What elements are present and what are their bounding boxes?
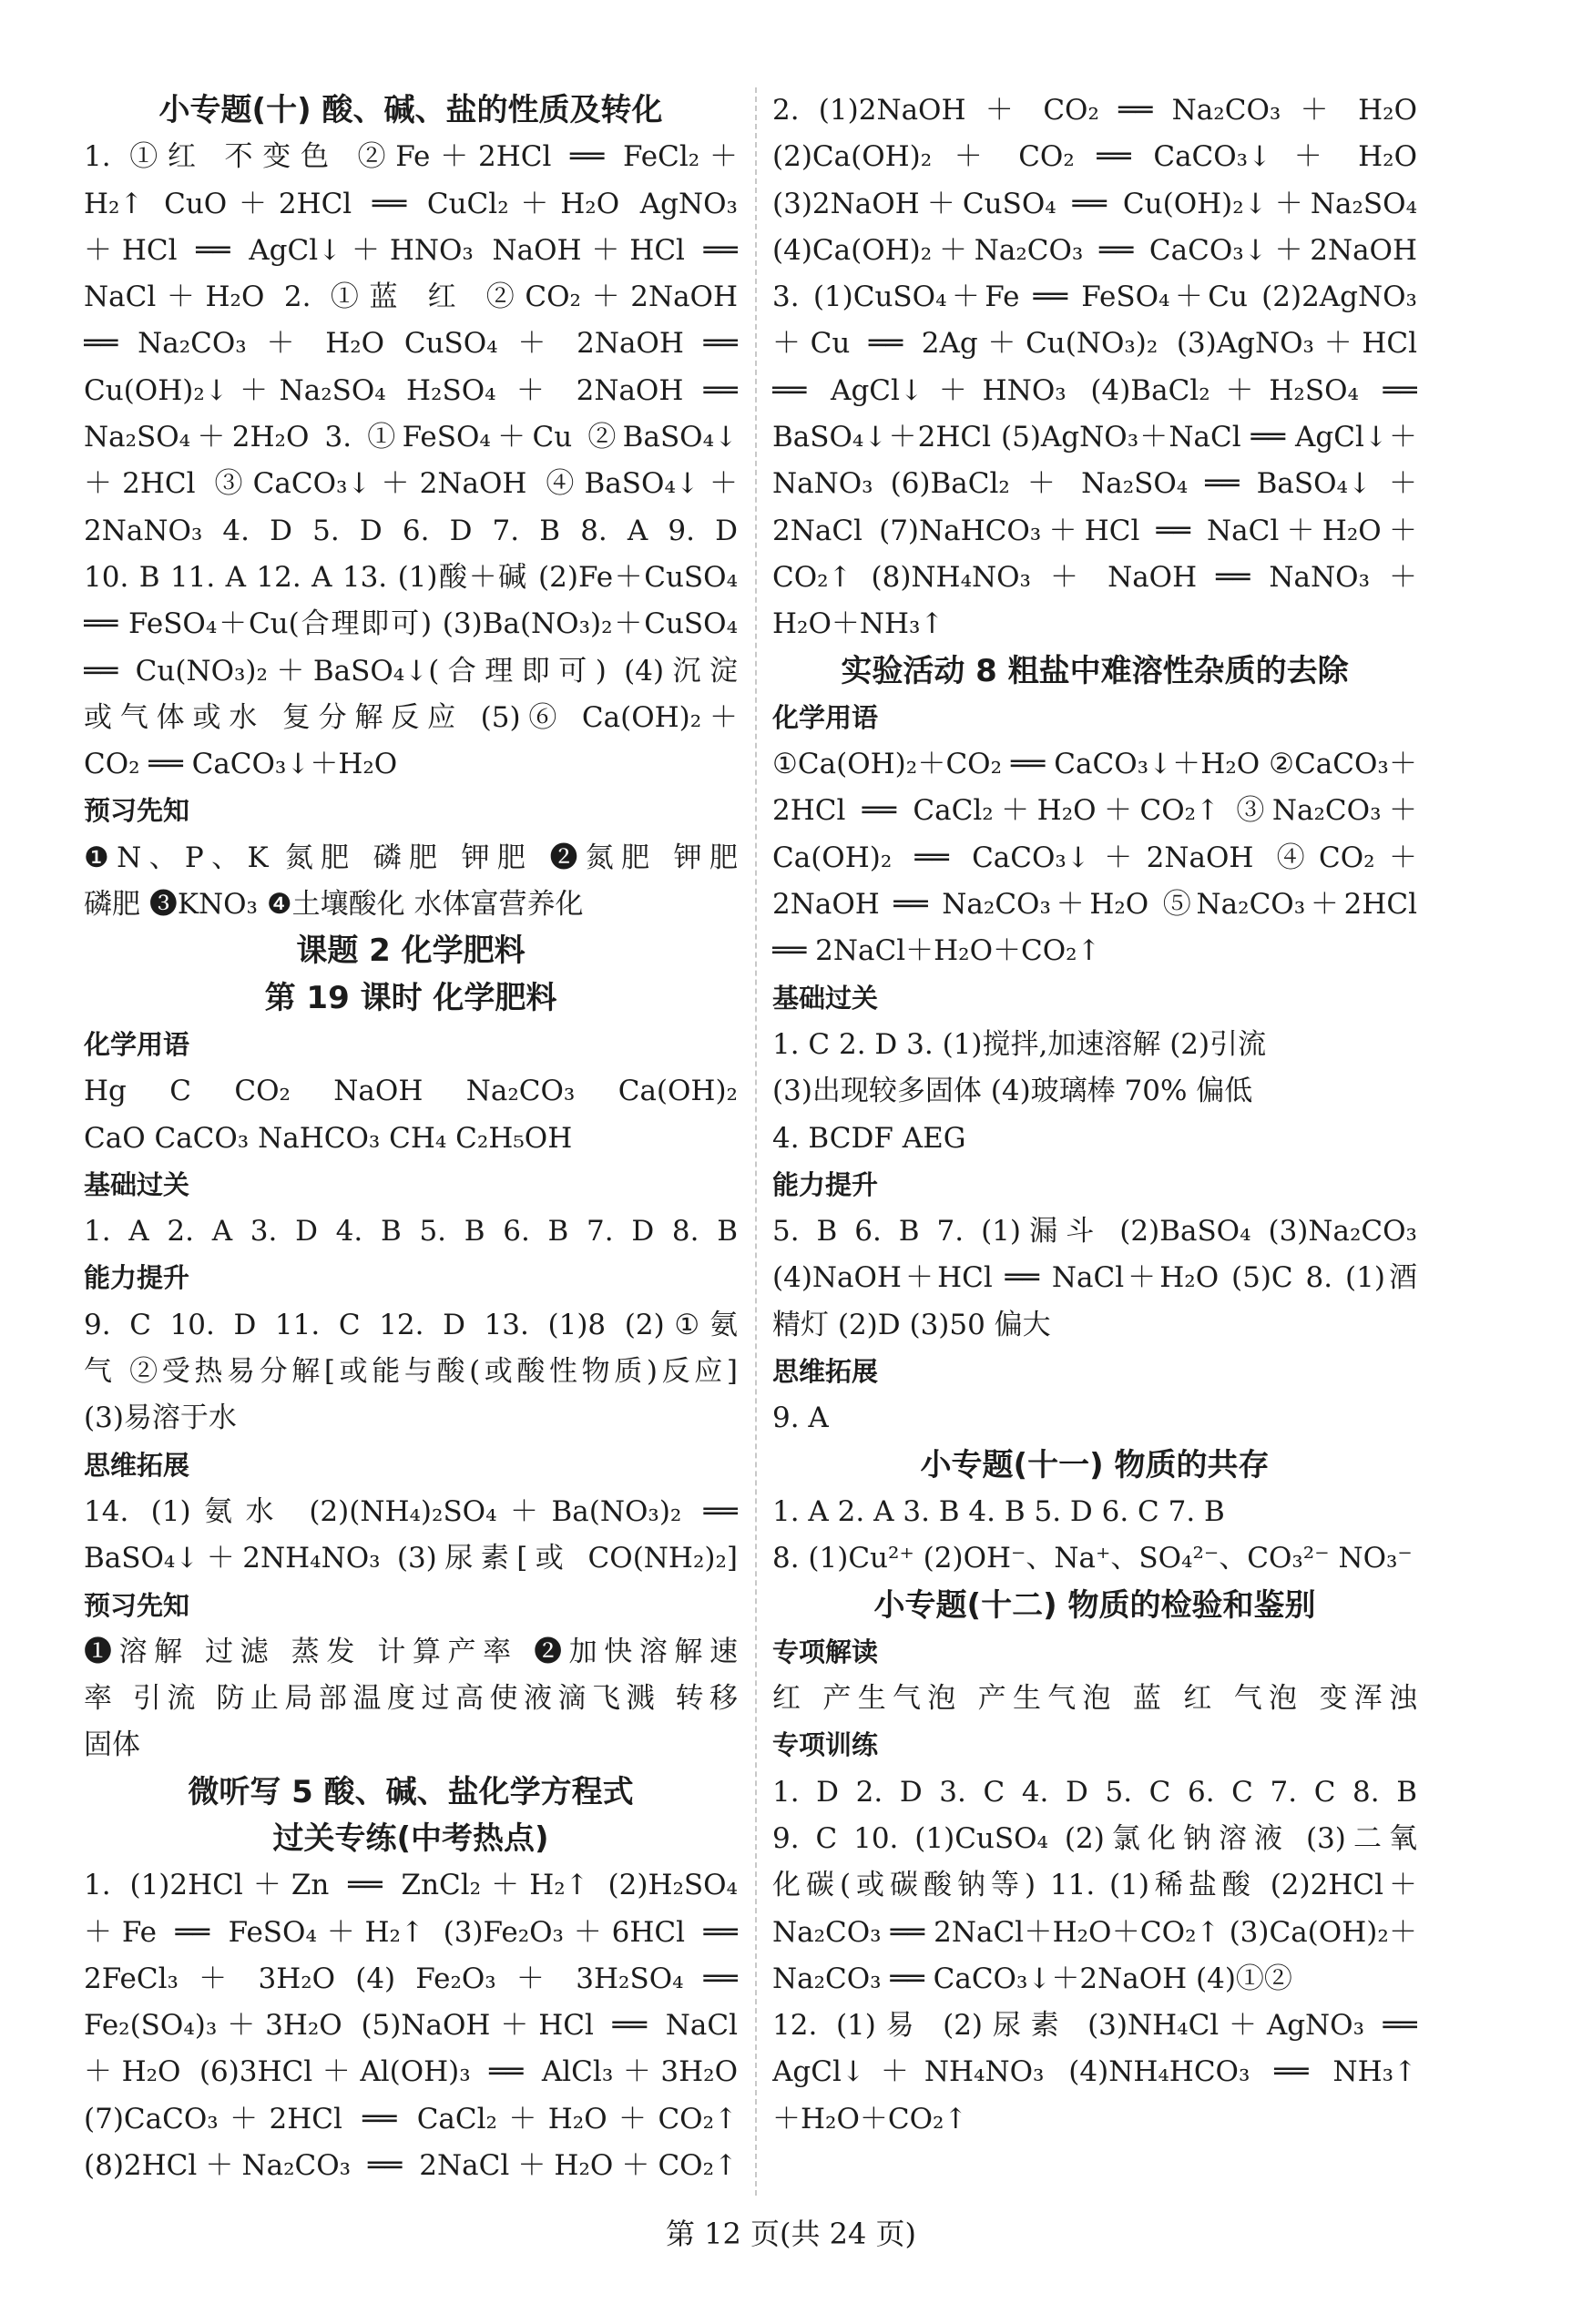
answer-line: H₂O＋NH₃↑ bbox=[772, 607, 944, 641]
answer-line: 9. A bbox=[772, 1402, 829, 1435]
answer-line: ＋H₂O＋CO₂↑ bbox=[772, 2102, 968, 2135]
right-column bbox=[772, 87, 1417, 2143]
section-heading: 基础过关 bbox=[772, 982, 879, 1014]
section-heading: 微听写 5 酸、碱、盐化学方程式 bbox=[188, 1773, 634, 1810]
section-heading: 预习先知 bbox=[84, 795, 190, 827]
answer-line: ＋Fe ══ FeSO₄＋H₂↑ (3)Fe₂O₃＋6HCl ══ bbox=[84, 1915, 738, 1949]
section-heading: 专项解读 bbox=[772, 1636, 879, 1667]
answer-line: (8)2HCl＋Na₂CO₃ ══ 2NaCl＋H₂O＋CO₂↑ bbox=[84, 2149, 738, 2183]
answer-line: 2NaCl (7)NaHCO₃＋HCl ══ NaCl＋H₂O＋ bbox=[772, 514, 1417, 547]
answer-line: H₂↑ CuO＋2HCl ══ CuCl₂＋H₂O AgNO₃ bbox=[84, 187, 738, 220]
answer-line: NaNO₃ (6)BaCl₂ ＋ Na₂SO₄ ══ BaSO₄↓ ＋ bbox=[772, 467, 1417, 501]
answer-line: 2NaOH ══ Na₂CO₃＋H₂O ⑤Na₂CO₃＋2HCl bbox=[772, 888, 1417, 922]
answer-line: 精灯 (2)D (3)50 偏大 bbox=[772, 1308, 1051, 1341]
answer-line: ＋2HCl ③CaCO₃↓＋2NaOH ④BaSO₄↓＋ bbox=[84, 467, 738, 501]
answer-line: ①Ca(OH)₂＋CO₂ ══ CaCO₃↓＋H₂O ②CaCO₃＋ bbox=[772, 748, 1417, 781]
answer-line: CO₂ ══ CaCO₃↓＋H₂O bbox=[84, 748, 398, 781]
answer-line: 红 产生气泡 产生气泡 蓝 红 气泡 变浑浊 bbox=[772, 1682, 1417, 1716]
answer-line: BaSO₄↓＋2NH₄NO₃ (3)尿素[或 CO(NH₂)₂] bbox=[84, 1542, 738, 1575]
answer-line: (4)NaOH＋HCl ══ NaCl＋H₂O (5)C 8. (1)酒 bbox=[772, 1261, 1417, 1295]
answer-line: BaSO₄↓＋2HCl (5)AgNO₃＋NaCl ══ AgCl↓＋ bbox=[772, 421, 1417, 454]
answer-line: Na₂SO₄＋2H₂O 3. ①FeSO₄＋Cu ②BaSO₄↓ bbox=[84, 421, 738, 454]
answer-line: 磷肥 ❸KNO₃ ❹土壤酸化 水体富营养化 bbox=[84, 888, 584, 922]
answer-line: AgCl↓＋NH₄NO₃ (4)NH₄HCO₃ ══ NH₃↑ bbox=[772, 2055, 1417, 2089]
answer-line: Na₂CO₃ ══ 2NaCl＋H₂O＋CO₂↑ (3)Ca(OH)₂＋ bbox=[772, 1915, 1417, 1949]
answer-line: 气 ②受热易分解[或能与酸(或酸性物质)反应] bbox=[84, 1355, 738, 1389]
answer-line: 9. C 10. D 11. C 12. D 13. (1)8 (2)①氨 bbox=[84, 1308, 738, 1341]
answer-line: ＋Cu ══ 2Ag＋Cu(NO₃)₂ (3)AgNO₃＋HCl bbox=[772, 327, 1417, 361]
answer-line: (3)2NaOH＋CuSO₄ ══ Cu(OH)₂↓＋Na₂SO₄ bbox=[772, 187, 1417, 220]
section-heading: 能力提升 bbox=[772, 1168, 879, 1200]
answer-line: (3)出现较多固体 (4)玻璃棒 70% 偏低 bbox=[772, 1075, 1253, 1108]
answer-line: Cu(OH)₂↓＋Na₂SO₄ H₂SO₄ ＋ 2NaOH ══ bbox=[84, 373, 738, 407]
answer-line: NaCl＋H₂O 2. ①蓝 红 ②CO₂＋2NaOH bbox=[84, 280, 738, 314]
answer-line: 3. (1)CuSO₄＋Fe ══ FeSO₄＋Cu (2)2AgNO₃ bbox=[772, 280, 1417, 314]
answer-line: 5. B 6. B 7. (1)漏斗 (2)BaSO₄ (3)Na₂CO₃ bbox=[772, 1215, 1417, 1249]
page-footer: 第 12 页(共 24 页) bbox=[665, 2217, 917, 2251]
answer-line: CaO CaCO₃ NaHCO₃ CH₄ C₂H₅OH bbox=[84, 1121, 573, 1155]
answer-line: (3)易溶于水 bbox=[84, 1402, 237, 1435]
column-divider bbox=[755, 87, 757, 2196]
answer-line: 固体 bbox=[84, 1728, 140, 1762]
answer-line: ❶溶解 过滤 蒸发 计算产率 ❷加快溶解速 bbox=[84, 1635, 738, 1668]
answer-line: Hg C CO₂ NaOH Na₂CO₃ Ca(OH)₂ bbox=[84, 1075, 738, 1108]
answer-line: 10. B 11. A 12. A 13. (1)酸＋碱 (2)Fe＋CuSO₄ bbox=[84, 560, 738, 594]
answer-line: (7)CaCO₃＋2HCl ══ CaCl₂＋H₂O＋CO₂↑ bbox=[84, 2102, 738, 2135]
section-heading: 思维拓展 bbox=[84, 1449, 190, 1481]
section-heading: 能力提升 bbox=[84, 1262, 190, 1294]
answer-line: 2NaNO₃ 4. D 5. D 6. D 7. B 8. A 9. D bbox=[84, 514, 738, 547]
section-heading: 小专题(十二) 物质的检验和鉴别 bbox=[873, 1586, 1316, 1624]
answer-line: (2)Ca(OH)₂ ＋ CO₂ ══ CaCO₃↓ ＋ H₂O bbox=[772, 140, 1417, 174]
section-heading: 课题 2 化学肥料 bbox=[296, 933, 526, 970]
section-heading: 化学用语 bbox=[84, 1028, 190, 1060]
section-heading: 实验活动 8 粗盐中难溶性杂质的去除 bbox=[841, 652, 1349, 689]
answer-line: ══ Cu(NO₃)₂＋BaSO₄↓(合理即可) (4)沉淀 bbox=[84, 654, 738, 688]
section-heading: 过关专练(中考热点) bbox=[272, 1819, 549, 1857]
answer-line: 或气体或水 复分解反应 (5)⑥ Ca(OH)₂＋ bbox=[84, 700, 738, 734]
answer-line: 9. C 10. (1)CuSO₄ (2)氯化钠溶液 (3)二氧 bbox=[772, 1821, 1417, 1855]
answer-line: CO₂↑ (8)NH₄NO₃ ＋ NaOH ══ NaNO₃ ＋ bbox=[772, 560, 1417, 594]
section-heading: 第 19 课时 化学肥料 bbox=[264, 979, 557, 1016]
answer-line: Na₂CO₃ ══ CaCO₃↓＋2NaOH (4)①② bbox=[772, 1962, 1292, 1995]
answer-line: Fe₂(SO₄)₃＋3H₂O (5)NaOH＋HCl ══ NaCl bbox=[84, 2009, 738, 2043]
answer-line: 2FeCl₃ ＋ 3H₂O (4) Fe₂O₃ ＋ 3H₂SO₄ ══ bbox=[84, 1962, 738, 1995]
answer-line: 1. A 2. A 3. D 4. B 5. B 6. B 7. D 8. B bbox=[84, 1215, 738, 1249]
section-heading: 基础过关 bbox=[84, 1168, 190, 1200]
answer-line: ❶N、P、K 氮肥 磷肥 钾肥 ❷氮肥 钾肥 bbox=[84, 841, 738, 874]
answer-line: 化碳(或碳酸钠等) 11. (1)稀盐酸 (2)2HCl＋ bbox=[772, 1869, 1417, 1902]
answer-line: (4)Ca(OH)₂＋Na₂CO₃ ══ CaCO₃↓＋2NaOH bbox=[772, 233, 1417, 267]
answer-line: Ca(OH)₂ ══ CaCO₃↓＋2NaOH ④CO₂＋ bbox=[772, 841, 1417, 874]
answer-line: 率 引流 防止局部温度过高使液滴飞溅 转移 bbox=[84, 1682, 738, 1716]
answer-line: 1. A 2. A 3. B 4. B 5. D 6. C 7. B bbox=[772, 1494, 1225, 1528]
answer-line: 1. D 2. D 3. C 4. D 5. C 6. C 7. C 8. B bbox=[772, 1775, 1417, 1809]
section-heading: 思维拓展 bbox=[772, 1356, 879, 1388]
section-heading: 化学用语 bbox=[772, 701, 879, 733]
left-column bbox=[84, 87, 738, 2189]
answer-line: 1. ①红 不变色 ②Fe＋2HCl ══ FeCl₂＋ bbox=[84, 140, 738, 174]
section-heading: 小专题(十一) 物质的共存 bbox=[920, 1446, 1270, 1483]
answer-line: 1. C 2. D 3. (1)搅拌,加速溶解 (2)引流 bbox=[772, 1027, 1267, 1061]
answer-line: 12. (1)易 (2)尿素 (3)NH₄Cl＋AgNO₃ ══ bbox=[772, 2009, 1417, 2043]
answer-line: 2. (1)2NaOH ＋ CO₂ ══ Na₂CO₃ ＋ H₂O bbox=[772, 94, 1417, 127]
answer-line: 1. (1)2HCl＋Zn ══ ZnCl₂＋H₂↑ (2)H₂SO₄ bbox=[84, 1869, 738, 1902]
answer-line: ══ 2NaCl＋H₂O＋CO₂↑ bbox=[772, 934, 1101, 968]
answer-line: ＋H₂O (6)3HCl＋Al(OH)₃ ══ AlCl₃＋3H₂O bbox=[84, 2055, 738, 2089]
answer-line: 2HCl ══ CaCl₂＋H₂O＋CO₂↑ ③Na₂CO₃＋ bbox=[772, 794, 1417, 828]
answer-line: ＋HCl ══ AgCl↓＋HNO₃ NaOH＋HCl ══ bbox=[84, 233, 738, 267]
answer-line: ══ FeSO₄＋Cu(合理即可) (3)Ba(NO₃)₂＋CuSO₄ bbox=[84, 607, 738, 641]
section-heading: 小专题(十) 酸、碱、盐的性质及转化 bbox=[158, 92, 663, 128]
answer-line: 14. (1)氨水 (2)(NH₄)₂SO₄＋Ba(NO₃)₂ ══ bbox=[84, 1494, 738, 1528]
answer-line: 4. BCDF AEG bbox=[772, 1121, 966, 1155]
answer-line: ══ AgCl↓＋HNO₃ (4)BaCl₂＋H₂SO₄ ══ bbox=[772, 373, 1417, 407]
answer-line: 8. (1)Cu²⁺ (2)OH⁻、Na⁺、SO₄²⁻、CO₃²⁻ NO₃⁻ bbox=[772, 1542, 1413, 1575]
answer-line: ══ Na₂CO₃ ＋ H₂O CuSO₄ ＋ 2NaOH ══ bbox=[84, 327, 738, 361]
section-heading: 专项训练 bbox=[772, 1729, 879, 1761]
section-heading: 预习先知 bbox=[84, 1589, 190, 1621]
